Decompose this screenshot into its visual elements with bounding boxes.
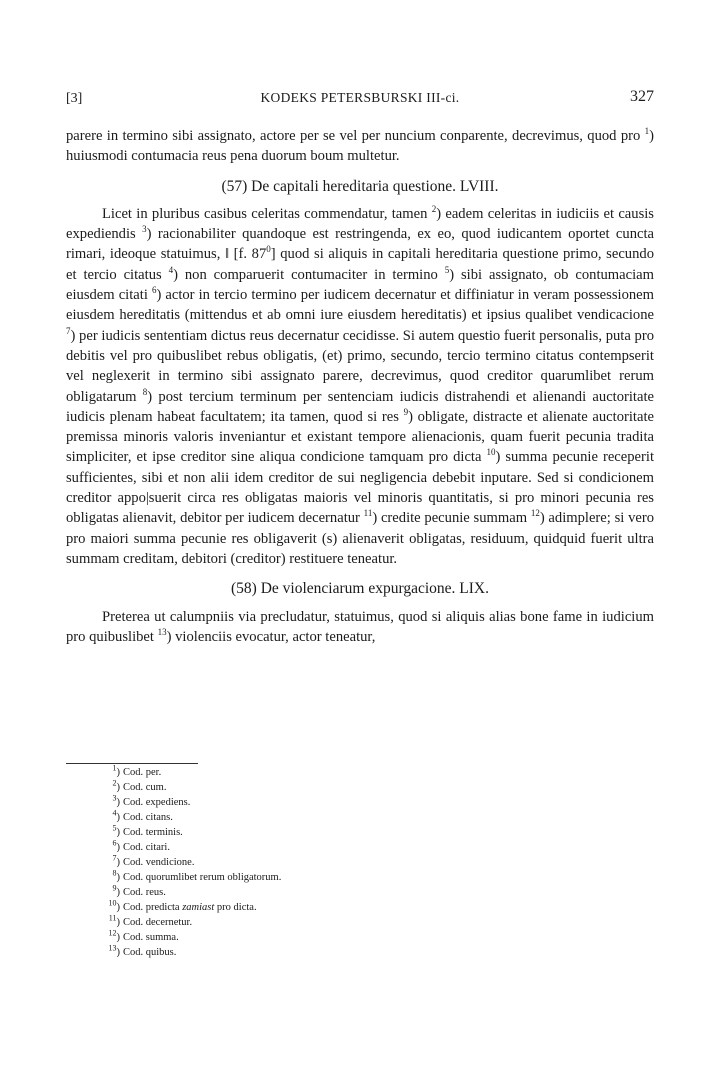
footnote-ref: 8	[142, 386, 148, 397]
footnote-ref: 5	[444, 264, 450, 275]
section-heading-58: (58) De violenciarum expurgacione. LIX.	[231, 580, 489, 598]
footnote-ref: 4	[168, 264, 174, 275]
footnote: $^2$) Cod. cum.	[112, 778, 167, 793]
footnote-ref: 6	[151, 285, 157, 296]
footnote-ref: 2	[431, 204, 437, 215]
footnote-ref: 11	[363, 508, 373, 519]
footnote: $^6$) Cod. citari.	[112, 838, 170, 853]
footnote: $^{10}$) Cod. predicta zamiast pro dicta.	[108, 898, 257, 913]
footnote: $^8$) Cod. quorumlibet rerum obligatorum.	[112, 868, 282, 883]
footnote: $^3$) Cod. expediens.	[112, 793, 191, 808]
footnote-ref: 7	[66, 325, 71, 336]
section-number: [3]	[66, 91, 83, 106]
footnote: $^{12}$) Cod. summa.	[108, 928, 179, 943]
footnote-ref: 10	[486, 447, 496, 458]
footnote: $^{13}$) Cod. quibus.	[108, 943, 177, 958]
paragraph-58: Preterea ut calumpniis via precludatur, statuimus, quod si aliquis alias bone fame in iudicium pro quibuslibet $^{13}$) violenciis evocatur, actor teneatur,	[66, 608, 654, 645]
paragraph-continuation: parere in termino sibi assignato, actore per se vel per nuncium conparente, decrevimus, quod pro $^1$) huiusmodi contumacia reus pena duorum boum multetur.	[66, 126, 654, 165]
footnote-ref: 12	[530, 508, 540, 519]
footnote-ref: 13	[157, 626, 167, 637]
footnote: $^1$) Cod. per.	[112, 763, 162, 778]
paragraph-57: Licet in pluribus casibus celeritas commendatur, tamen $^2$) eadem celeritas in iudiciis et causis expediendis $^3$) racionabiliter quandoque est restringenda, ex eo, quod iudicantem oportet cuncta rimari, ideoque statuimus, ‖ [f. $87^0$] quod si aliquis in capitali hereditaria questione primo, secundo et tercio citatus $^4$) non comparuerit contumaciter in termino $^5$) sibi assignato, ob contumaciam eiusdem citati $^6$) actor in tercio termino per iudicem decernatur et diffiniatur in veram possessionem eiusdem hereditatis (mittendus et ab omni iure eiusdem hereditatis) et ipsius qualibet vendicacione $^7$) per iudicis sententiam dictus reus decernatur cecidisse. Si autem questio fuerit personalis, puta pro debitis vel pro quibuslibet rebus obligatis, (et) primo, secundo, tercio termino citatus contempserit vel neglexerit in termino sibi assignato parere, decrevimus, quod creditor quarumlibet rerum obligatarum $^8$) post tercium terminum per sentenciam iudicis distrahendi et alienandi auctoritate iudicis plenam habeat facultatem; ita tamen, quod si res $^9$) obligate, distracte et alienate auctoritate premissa minoris valoris inveniantur et existant tempore alienacionis, quam fuerit pecunia tradita simpliciter, et ipse creditor sine aliqua condicione tamquam pro dicta $^{10}$) summa pecunie receperit sufficientes, sibi et non alii idem creditor de sui negligencia debebit inputare. Sed si condicionem creditor appo|suerit circa res obligatas maioris vel minoris quantitatis, si pro minori pecunia res obligatas alienavit, debitor per iudicem decernatur $^{11}$) credite pecunie summam $^{12}$) adimplere; si vero pro maiori summa pecunie res obligaverit (s) alienaverit obligatas, residuum, quidquid fuerit ultra summam creditam, debitori (creditor) restituere teneatur.	[66, 204, 655, 567]
footnote-separator	[66, 763, 198, 764]
main-text	[66, 126, 654, 647]
running-title: KODEKS PETERSBURSKI III-ci.	[260, 90, 460, 105]
footnotes	[100, 765, 281, 960]
folio-mark: 0	[266, 244, 271, 255]
page-number: 327	[630, 88, 654, 105]
footnote-ref: 9	[403, 407, 409, 417]
footnote: $^{11}$) Cod. decernetur.	[108, 913, 193, 928]
section-heading-57: (57) De capitali hereditaria questione. LVIII.	[221, 177, 499, 195]
footnote: $^5$) Cod. terminis.	[112, 823, 183, 838]
footnote: $^4$) Cod. citans.	[112, 808, 173, 823]
footnote: $^7$) Cod. vendicione.	[112, 853, 195, 868]
footnote-ref: 3	[142, 224, 147, 235]
running-header	[66, 88, 654, 110]
footnote-ref: 1	[644, 126, 650, 137]
footnote: $^9$) Cod. reus.	[112, 883, 166, 898]
